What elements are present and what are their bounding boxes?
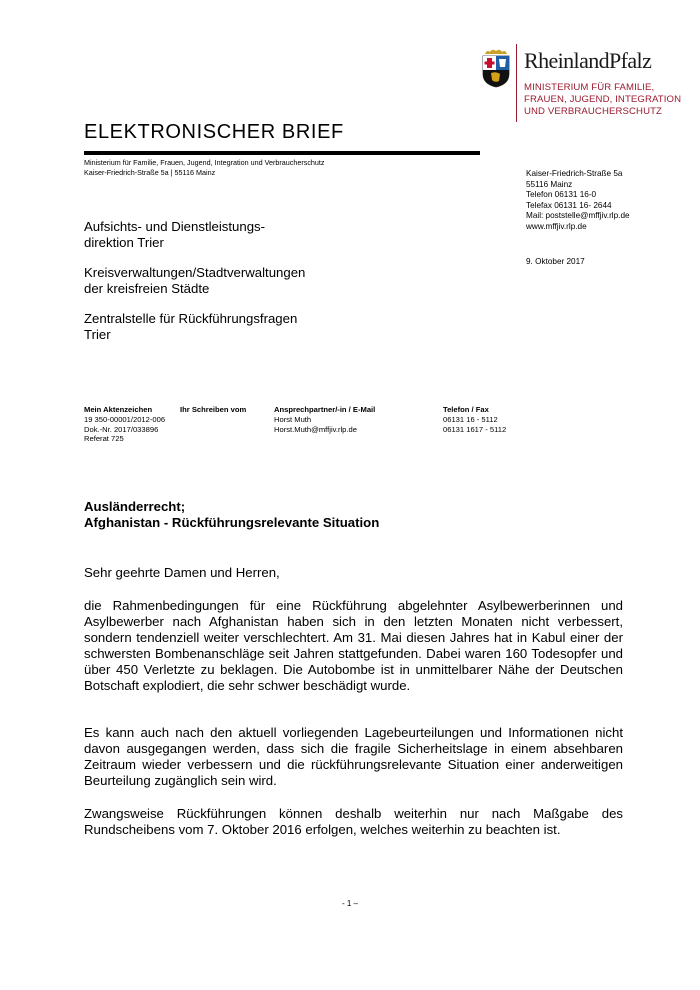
subject-line: Afghanistan - Rückführungsrelevante Situation: [84, 515, 380, 530]
recipient-line: Trier: [84, 326, 111, 342]
logo-wordmark: RheinlandPfalz: [524, 48, 652, 73]
reference-value: Horst Muth: [274, 414, 312, 424]
reference-heading: Telefon / Fax: [443, 405, 489, 414]
reference-heading: Ihr Schreiben vom: [180, 405, 247, 414]
recipient: [84, 265, 305, 296]
sender-ministry: Ministerium für Familie, Frauen, Jugend, Integration und Verbraucherschutz: [84, 158, 325, 167]
reference-value: 19 350-00001/2012-006: [84, 414, 166, 424]
recipient-line: Kreisverwaltungen/Stadtverwaltungen: [84, 265, 306, 280]
ministry-line: UND VERBRAUCHERSCHUTZ: [524, 106, 663, 117]
recipient-line: Aufsichts- und Dienstleistungs-: [84, 219, 266, 234]
logo-divider: [516, 44, 517, 122]
page-number: - 1 –: [341, 899, 358, 908]
contact-phone: Telefon 06131 16-0: [526, 190, 597, 200]
heading-rule: [84, 151, 480, 155]
subject: [84, 499, 379, 531]
reference-value: Horst.Muth@mffjiv.rlp.de: [274, 424, 357, 434]
reference-heading: Mein Aktenzeichen: [84, 405, 153, 414]
reference-contact-person: [274, 405, 375, 434]
reference-value: Dok.-Nr. 2017/033896: [84, 424, 159, 434]
reference-value: 06131 1617 - 5112: [443, 424, 507, 434]
ministry-name: [524, 82, 681, 118]
ministry-line: FRAUEN, JUGEND, INTEGRATION: [524, 94, 682, 105]
subject-line: Ausländerrecht;: [84, 499, 186, 514]
recipient: [84, 219, 265, 250]
body-paragraph: die Rahmenbedingungen für eine Rückführung abgelehnter Asylbewerberinnen und Asylbewerber nach Afghanistan haben sich in den letzten Monaten nicht verbessert, sondern tendenziell weiter verschlechtert. Am 31. Mai diesen Jahres hat in Kabul einer der schwersten Bombenanschläge seit Jahren stattgefunden. Dabei waren 160 Todesopfer und über 450 Verletzte zu beklagen. Die Autobombe ist in unmittelbarer Nähe der Deutschen Botschaft explodiert, die sehr schwer beschädigt wurde.: [84, 598, 623, 694]
letter-date: 9. Oktober 2017: [526, 257, 585, 266]
reference-your-letter: [180, 405, 246, 415]
recipient-line: der kreisfreien Städte: [84, 280, 210, 296]
contact-city: 55116 Mainz: [526, 179, 573, 189]
reference-value: Referat 725: [84, 434, 124, 444]
ministry-line: MINISTERIUM FÜR FAMILIE,: [524, 82, 655, 93]
reference-value: 06131 16 - 5112: [443, 414, 498, 424]
body-paragraph: Es kann auch nach den aktuell vorliegenden Lagebeurteilungen und Informationen nicht davon ausgegangen werden, dass sich die fragile Sicherheitslage in einem absehbaren Zeitraum wieder verbessern und die rückführungsrelevante Situation einer anderweitigen Beurteilung zugänglich sein wird.: [84, 725, 623, 789]
recipient: [84, 311, 297, 342]
body-paragraph: Zwangsweise Rückführungen können deshalb weiterhin nur nach Maßgabe des Rundscheibens vom 7. Oktober 2016 erfolgen, welches weiterhin zu beachten ist.: [84, 806, 623, 838]
reference-phone-fax: [443, 405, 506, 434]
reference-heading: Ansprechpartner/-in / E-Mail: [274, 405, 376, 414]
salutation: Sehr geehrte Damen und Herren,: [84, 565, 280, 580]
contact-web: www.mffjiv.rlp.de: [526, 221, 587, 231]
coat-of-arms-icon: [481, 48, 511, 88]
letter-heading: ELEKTRONISCHER BRIEF: [84, 121, 344, 143]
contact-mail: Mail: poststelle@mffjiv.rlp.de: [526, 211, 630, 221]
sender-address-line: [84, 158, 325, 177]
sender-street: Kaiser-Friedrich-Straße 5a | 55116 Mainz: [84, 167, 216, 177]
recipient-line: direktion Trier: [84, 234, 164, 250]
contact-block: [526, 169, 630, 233]
reference-file-number: [84, 405, 165, 444]
contact-fax: Telefax 06131 16- 2644: [526, 200, 612, 210]
recipient-line: Zentralstelle für Rückführungsfragen: [84, 311, 298, 326]
contact-street: Kaiser-Friedrich-Straße 5a: [526, 169, 623, 178]
